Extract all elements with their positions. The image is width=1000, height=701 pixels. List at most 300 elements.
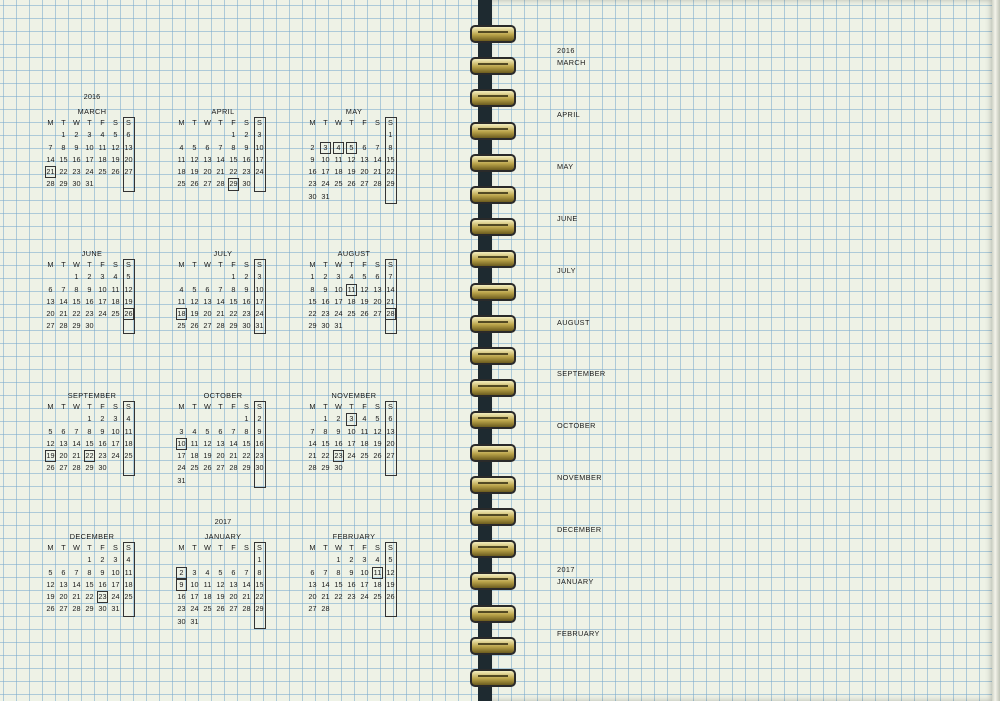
weekday-header: W (204, 118, 211, 127)
day-cell: 21 (216, 309, 225, 319)
day-cell: 8 (388, 142, 393, 152)
empty-cell (240, 554, 253, 566)
day-cell: 2 (310, 142, 315, 152)
month-name: APRIL (211, 107, 235, 116)
mini-calendar-november (306, 390, 396, 475)
day-cell: 2 (257, 414, 262, 424)
day-cell: 13 (46, 296, 55, 306)
day-cell: 24 (321, 179, 330, 189)
day-cell: 21 (72, 451, 81, 461)
day-cell: 24 (190, 604, 199, 614)
day-cell: 22 (72, 309, 81, 319)
day-cell: 11 (124, 567, 133, 577)
month-name: AUGUST (337, 249, 371, 258)
day-cell: 15 (242, 438, 251, 448)
day-cell: 25 (124, 592, 133, 602)
day-cell: 18 (360, 438, 369, 448)
day-cell: 18 (347, 296, 356, 306)
day-cell: 9 (74, 142, 79, 152)
day-cell: 8 (87, 426, 92, 436)
weekday-header: M (309, 543, 316, 552)
day-cell: 18 (124, 438, 133, 448)
day-cell: 13 (59, 438, 68, 448)
day-cell: 1 (74, 272, 79, 282)
day-cell: 23 (255, 451, 264, 461)
day-cell: 22 (85, 592, 94, 602)
empty-cell (175, 129, 188, 141)
day-cell: 16 (321, 296, 330, 306)
weekday-header: W (73, 402, 80, 411)
day-cell: 23 (177, 604, 186, 614)
weekday-header: W (335, 543, 342, 552)
day-cell: 11 (345, 284, 358, 296)
mini-calendar-april (175, 106, 265, 191)
day-cell: 2 (323, 272, 328, 282)
day-cell: 31 (85, 179, 94, 189)
weekday-header: T (61, 402, 66, 411)
day-cell: 22 (321, 451, 330, 461)
day-cell: 19 (203, 451, 212, 461)
day-cell: 22 (229, 167, 238, 177)
day-cell: 17 (190, 592, 199, 602)
weekday-header: T (218, 543, 223, 552)
day-cell: 17 (321, 167, 330, 177)
month-name: MARCH (77, 107, 107, 116)
day-cell: 13 (386, 426, 395, 436)
day-cell: 23 (72, 167, 81, 177)
weekday-header: S (257, 543, 262, 552)
day-cell: 22 (83, 450, 96, 462)
day-cell: 13 (373, 284, 382, 294)
weekday-header: S (126, 260, 131, 269)
day-cell: 27 (229, 604, 238, 614)
day-cell: 22 (308, 309, 317, 319)
day-cell: 11 (124, 426, 133, 436)
weekday-header: T (218, 260, 223, 269)
day-cell: 4 (179, 284, 184, 294)
day-cell: 20 (386, 438, 395, 448)
day-cell: 27 (203, 321, 212, 331)
day-cell: 27 (203, 179, 212, 189)
day-cell: 19 (111, 154, 120, 164)
day-cell: 6 (218, 426, 223, 436)
day-cell: 2 (100, 555, 105, 565)
day-cell: 11 (334, 154, 343, 164)
day-cell: 24 (255, 167, 264, 177)
day-cell: 8 (231, 284, 236, 294)
day-cell: 2 (336, 414, 341, 424)
day-cell: 5 (126, 272, 131, 282)
day-cell: 20 (203, 309, 212, 319)
day-cell: 17 (334, 296, 343, 306)
day-cell: 27 (124, 167, 133, 177)
day-cell: 30 (308, 191, 317, 201)
day-cell: 29 (227, 178, 240, 190)
planner-month-label: AUGUST (557, 317, 590, 327)
mini-calendar-may (306, 106, 396, 203)
empty-cell (201, 129, 214, 141)
day-cell: 24 (111, 592, 120, 602)
day-cell: 15 (59, 154, 68, 164)
weekday-header: S (113, 118, 118, 127)
spiral-ring (470, 572, 516, 590)
mini-calendar-january (175, 517, 265, 628)
weekday-header: F (231, 260, 236, 269)
empty-cell (175, 413, 188, 425)
weekday-header: M (309, 118, 316, 127)
day-cell: 1 (388, 130, 393, 140)
day-cell: 16 (98, 438, 107, 448)
day-cell: 4 (332, 142, 345, 154)
day-cell: 7 (218, 284, 223, 294)
weekday-header: M (178, 260, 185, 269)
spiral-ring (470, 283, 516, 301)
day-cell: 28 (59, 321, 68, 331)
day-cell: 11 (203, 579, 212, 589)
month-name: JULY (213, 249, 233, 258)
day-cell: 19 (190, 167, 199, 177)
sunday-column-box (385, 117, 397, 204)
day-cell: 19 (44, 450, 57, 462)
day-cell: 25 (373, 592, 382, 602)
day-cell: 12 (46, 579, 55, 589)
day-cell: 28 (72, 463, 81, 473)
spiral-ring (470, 637, 516, 655)
spiral-ring (470, 89, 516, 107)
weekday-header: S (113, 260, 118, 269)
day-cell: 30 (255, 463, 264, 473)
weekday-header: F (100, 118, 105, 127)
day-grid (44, 117, 134, 191)
weekday-header: T (61, 260, 66, 269)
day-cell: 14 (229, 438, 238, 448)
weekday-header: F (231, 402, 236, 411)
empty-cell (70, 554, 83, 566)
day-grid (175, 542, 265, 628)
day-cell: 15 (255, 579, 264, 589)
planner-month-label: JANUARY (557, 577, 594, 586)
day-cell: 13 (124, 142, 133, 152)
mini-calendar-july (175, 248, 265, 333)
empty-cell (306, 129, 319, 141)
day-cell: 10 (321, 154, 330, 164)
day-cell: 30 (85, 321, 94, 331)
day-cell: 14 (308, 438, 317, 448)
empty-cell (44, 413, 57, 425)
day-cell: 7 (74, 426, 79, 436)
day-cell: 17 (111, 438, 120, 448)
day-grid (44, 401, 134, 475)
day-cell: 10 (190, 579, 199, 589)
day-cell: 4 (205, 567, 210, 577)
day-cell: 3 (319, 142, 332, 154)
day-cell: 12 (386, 567, 395, 577)
day-cell: 11 (177, 296, 186, 306)
day-cell: 20 (124, 154, 133, 164)
day-cell: 23 (242, 167, 251, 177)
day-cell: 28 (242, 604, 251, 614)
empty-cell (358, 129, 371, 141)
weekday-header: T (323, 260, 328, 269)
empty-cell (306, 413, 319, 425)
day-cell: 11 (360, 426, 369, 436)
planner-month-label: OCTOBER (557, 421, 596, 431)
day-cell: 13 (360, 154, 369, 164)
day-cell: 26 (190, 179, 199, 189)
weekday-header: F (362, 118, 367, 127)
day-cell: 4 (192, 426, 197, 436)
spiral-ring (470, 379, 516, 397)
day-cell: 12 (111, 142, 120, 152)
empty-cell (57, 554, 70, 566)
day-grid (306, 401, 396, 475)
day-cell: 17 (177, 451, 186, 461)
day-cell: 1 (87, 414, 92, 424)
weekday-header: S (244, 543, 249, 552)
day-cell: 9 (349, 567, 354, 577)
month-name: NOVEMBER (331, 391, 377, 400)
day-cell: 20 (229, 592, 238, 602)
weekday-header: T (323, 402, 328, 411)
day-cell: 8 (336, 567, 341, 577)
sunday-column-box (385, 542, 397, 617)
spiral-ring (470, 669, 516, 687)
mini-calendar-october (175, 390, 265, 487)
mini-calendar-august (306, 248, 396, 333)
day-cell: 3 (192, 567, 197, 577)
weekday-header: W (73, 260, 80, 269)
day-cell: 16 (98, 579, 107, 589)
day-cell: 9 (87, 284, 92, 294)
spiral-ring (470, 186, 516, 204)
year-label: 2017 (214, 517, 232, 526)
day-cell: 16 (308, 167, 317, 177)
day-cell: 3 (113, 555, 118, 565)
day-cell: 10 (175, 438, 188, 450)
day-cell: 17 (85, 154, 94, 164)
sunday-column-box (123, 259, 135, 334)
month-name: DECEMBER (69, 532, 115, 541)
day-cell: 18 (177, 167, 186, 177)
day-cell: 5 (48, 426, 53, 436)
weekday-header: F (362, 260, 367, 269)
spiral-ring (470, 250, 516, 268)
day-cell: 4 (126, 414, 131, 424)
weekday-header: T (192, 402, 197, 411)
weekday-header: T (349, 260, 354, 269)
day-cell: 15 (229, 296, 238, 306)
day-cell: 20 (216, 451, 225, 461)
day-cell: 28 (321, 604, 330, 614)
day-cell: 1 (231, 272, 236, 282)
month-name: JUNE (81, 249, 103, 258)
day-cell: 7 (388, 272, 393, 282)
day-cell: 27 (46, 321, 55, 331)
day-cell: 3 (257, 272, 262, 282)
planner-year-label: 2016 (557, 46, 575, 55)
day-cell: 5 (375, 414, 380, 424)
day-cell: 10 (111, 426, 120, 436)
mini-calendar-february (306, 531, 396, 616)
day-cell: 12 (203, 438, 212, 448)
day-cell: 29 (255, 604, 264, 614)
day-cell: 6 (61, 426, 66, 436)
day-cell: 14 (59, 296, 68, 306)
spiral-ring (470, 444, 516, 462)
spiral-ring (470, 347, 516, 365)
empty-cell (201, 271, 214, 283)
day-cell: 9 (244, 284, 249, 294)
day-cell: 4 (179, 142, 184, 152)
day-cell: 13 (308, 579, 317, 589)
day-cell: 6 (231, 567, 236, 577)
spiral-ring (470, 605, 516, 623)
day-cell: 6 (310, 567, 315, 577)
day-cell: 29 (85, 463, 94, 473)
day-cell: 15 (334, 579, 343, 589)
weekday-header: F (231, 118, 236, 127)
empty-cell (214, 271, 227, 283)
year-label: 2016 (83, 92, 101, 101)
day-cell: 7 (218, 142, 223, 152)
empty-cell (201, 554, 214, 566)
mini-calendar-september (44, 390, 134, 475)
day-cell: 8 (231, 142, 236, 152)
day-cell: 14 (72, 579, 81, 589)
day-cell: 20 (59, 451, 68, 461)
day-cell: 29 (386, 179, 395, 189)
empty-cell (175, 271, 188, 283)
day-cell: 20 (203, 167, 212, 177)
day-cell: 10 (111, 567, 120, 577)
empty-cell (332, 129, 345, 141)
day-cell: 20 (59, 592, 68, 602)
day-grid (175, 401, 265, 487)
day-cell: 2 (175, 567, 188, 579)
day-cell: 28 (373, 179, 382, 189)
day-cell: 7 (375, 142, 380, 152)
day-cell: 29 (308, 321, 317, 331)
day-cell: 10 (347, 426, 356, 436)
day-cell: 25 (190, 463, 199, 473)
day-cell: 25 (334, 179, 343, 189)
day-cell: 22 (59, 167, 68, 177)
day-cell: 9 (100, 426, 105, 436)
day-cell: 3 (179, 426, 184, 436)
day-cell: 7 (310, 426, 315, 436)
day-cell: 17 (360, 579, 369, 589)
day-cell: 15 (229, 154, 238, 164)
day-cell: 25 (177, 179, 186, 189)
day-cell: 6 (375, 272, 380, 282)
day-cell: 30 (98, 463, 107, 473)
empty-cell (214, 413, 227, 425)
day-cell: 25 (124, 451, 133, 461)
day-cell: 12 (46, 438, 55, 448)
empty-cell (44, 271, 57, 283)
day-cell: 3 (100, 272, 105, 282)
weekday-header: M (47, 118, 54, 127)
day-cell: 23 (96, 591, 109, 603)
day-grid (44, 259, 134, 333)
day-cell: 4 (349, 272, 354, 282)
day-cell: 13 (203, 296, 212, 306)
day-cell: 11 (371, 567, 384, 579)
day-cell: 21 (308, 451, 317, 461)
day-cell: 15 (308, 296, 317, 306)
day-cell: 21 (216, 167, 225, 177)
day-cell: 2 (87, 272, 92, 282)
weekday-header: T (323, 118, 328, 127)
weekday-header: S (388, 118, 393, 127)
month-name: MAY (345, 107, 363, 116)
day-cell: 8 (74, 284, 79, 294)
day-cell: 21 (44, 166, 57, 178)
mini-calendar-december (44, 531, 134, 616)
day-cell: 12 (190, 296, 199, 306)
day-cell: 5 (388, 555, 393, 565)
day-cell: 25 (347, 309, 356, 319)
day-cell: 6 (362, 142, 367, 152)
day-cell: 6 (48, 284, 53, 294)
day-cell: 7 (48, 142, 53, 152)
day-cell: 5 (362, 272, 367, 282)
day-cell: 29 (242, 463, 251, 473)
day-cell: 30 (72, 179, 81, 189)
day-cell: 23 (308, 179, 317, 189)
day-cell: 15 (321, 438, 330, 448)
weekday-header: W (335, 260, 342, 269)
day-cell: 18 (373, 579, 382, 589)
day-cell: 31 (334, 321, 343, 331)
day-cell: 23 (332, 450, 345, 462)
weekday-header: M (178, 402, 185, 411)
day-grid (175, 259, 265, 333)
day-cell: 31 (255, 321, 264, 331)
weekday-header: T (349, 118, 354, 127)
weekday-header: T (323, 543, 328, 552)
day-cell: 19 (386, 579, 395, 589)
day-cell: 7 (244, 567, 249, 577)
day-cell: 9 (244, 142, 249, 152)
day-cell: 14 (321, 579, 330, 589)
weekday-header: W (73, 118, 80, 127)
day-cell: 28 (216, 321, 225, 331)
day-cell: 25 (177, 321, 186, 331)
weekday-header: S (113, 402, 118, 411)
weekday-header: F (100, 402, 105, 411)
day-cell: 28 (229, 463, 238, 473)
day-cell: 1 (231, 130, 236, 140)
day-cell: 2 (244, 130, 249, 140)
weekday-header: S (126, 543, 131, 552)
day-cell: 18 (190, 451, 199, 461)
day-cell: 8 (244, 426, 249, 436)
day-cell: 21 (373, 167, 382, 177)
day-grid (175, 117, 265, 191)
empty-cell (44, 554, 57, 566)
day-cell: 24 (255, 309, 264, 319)
day-cell: 27 (386, 451, 395, 461)
weekday-header: W (204, 260, 211, 269)
day-cell: 31 (190, 616, 199, 626)
empty-cell (188, 271, 201, 283)
day-cell: 3 (87, 130, 92, 140)
day-cell: 28 (46, 179, 55, 189)
day-cell: 9 (336, 426, 341, 436)
empty-cell (44, 129, 57, 141)
month-name: SEPTEMBER (67, 391, 117, 400)
